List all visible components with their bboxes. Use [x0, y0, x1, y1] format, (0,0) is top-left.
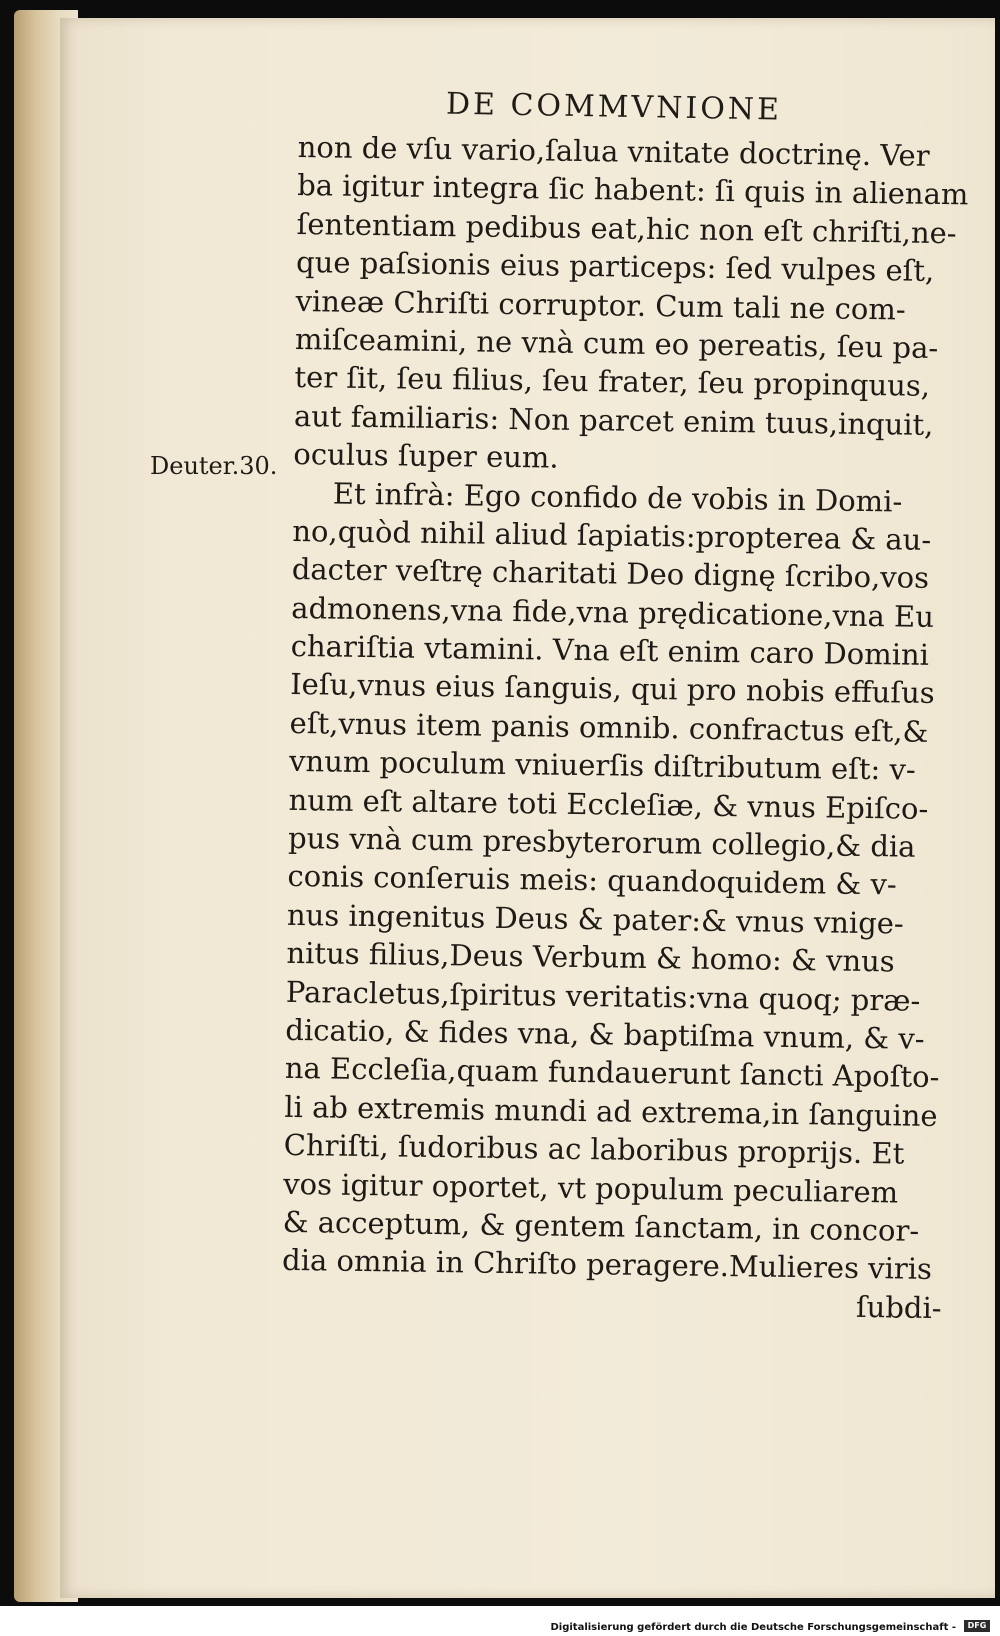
text-line: li ab extremis mundi ad extrema,in ſanguine — [284, 1089, 938, 1133]
text-line: conis conſeruis meis: quandoquidem & v- — [287, 859, 897, 902]
text-line: vnum poculum vniuerſis diſtributum eſt: v- — [288, 744, 916, 787]
text-line: vineæ Chriſti corruptor. Cum tali ne com- — [295, 283, 906, 327]
text-line: miſceamini, ne vnà cum eo pereatis, ſeu pa- — [294, 321, 939, 365]
text-line: pus vnà cum presbyterorum collegio,& dia — [287, 820, 916, 864]
text-line: nus ingenitus Deus & pater:& vnus vnige- — [286, 897, 904, 941]
text-line: & acceptum, & gentem ſanctam, in concor- — [282, 1204, 920, 1248]
text-line: ter ſit, ſeu filius, ſeu frater, ſeu propinquus, — [294, 360, 931, 404]
text-line: Chriſti, ſudoribus ac laboribus proprijs. Et — [283, 1128, 905, 1171]
text-line: nitus filius,Deus Verbum & homo: & vnus — [286, 936, 895, 979]
dfg-logo-icon: DFG — [964, 1620, 990, 1632]
text-line: oculus ſuper eum. — [293, 437, 559, 475]
text-line: dacter veſtrę charitati Deo dignę ſcribo,vos — [291, 552, 930, 596]
body-text — [281, 128, 978, 1327]
text-line: no,quòd nihil aliud ſapiatis:propterea & au- — [292, 513, 932, 557]
running-head: DE COMMVNIONE — [445, 86, 783, 128]
text-line: na Eccleſia,quam fundauerunt ſancti Apoſto- — [284, 1051, 940, 1095]
text-line: Et infrà: Ego confido de vobis in Domi- — [332, 476, 903, 518]
catchword: ſubdi- — [855, 1289, 942, 1325]
margin-note: Deuter.30. — [150, 452, 278, 480]
text-line: eſt,vnus item panis omnib. confractus eſt,& — [289, 705, 929, 749]
footer-credit: Digitalisierung gefördert durch die Deutsche Forschungsgemeinschaft - — [550, 1622, 956, 1633]
text-line: que paſsionis eius particeps: ſed vulpes eſt, — [295, 245, 935, 289]
text-line: vos igitur oportet, vt populum peculiarem — [283, 1166, 899, 1210]
text-line: chariſtia vtamini. Vna eſt enim caro Domini — [290, 629, 930, 672]
text-line: ſententiam pedibus eat,hic non eſt chriſti,ne- — [296, 206, 957, 250]
text-line: non de vſu vario,ſalua vnitate doctrinę. Ver — [297, 129, 930, 173]
text-line: num eſt altare toti Eccleſiæ, & vnus Epiſco- — [288, 782, 929, 826]
text-line: aut familiaris: Non parcet enim tuus,inquit, — [293, 398, 934, 442]
text-line: admonens,vna fide,vna prędicatione,vna Eu — [291, 590, 935, 634]
text-line: dia omnia in Chriſto peragere.Mulieres viris — [281, 1243, 933, 1287]
text-line: Ieſu,vnus eius ſanguis, qui pro nobis effuſus — [289, 667, 935, 711]
text-line: Paracletus,ſpiritus veritatis:vna quoq; præ- — [285, 974, 921, 1018]
text-line: ba igitur integra ſic habent: ſi quis in alienam — [296, 168, 969, 212]
text-line: dicatio, & fides vna, & baptiſma vnum, & v- — [285, 1012, 925, 1056]
